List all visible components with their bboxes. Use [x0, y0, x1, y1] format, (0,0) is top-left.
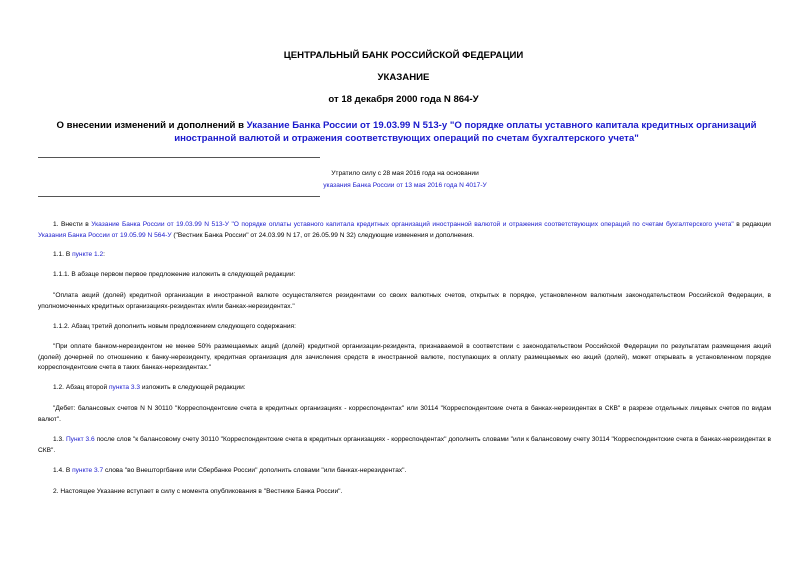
paragraph-1-4: [38, 466, 771, 477]
status-text: Утратило силу с 28 мая 2016 года на основании: [331, 170, 479, 177]
p9-link-item-3-6[interactable]: Пункт 3.6: [65, 436, 95, 443]
p1-text-b: в редакции: [733, 221, 771, 228]
paragraph-1-1: [38, 250, 771, 261]
subject-prefix: О внесении изменений и дополнений в: [56, 120, 247, 131]
separator-bottom: [38, 196, 320, 197]
p10-text-b: слова "во Внешторгбанке или Сбербанке России" дополнить словами "или банках-нерезидентах".: [103, 467, 407, 474]
issuer-heading: ЦЕНТРАЛЬНЫЙ БАНК РОССИЙСКОЙ ФЕДЕРАЦИИ: [283, 50, 524, 61]
document-subject: [40, 119, 773, 145]
paragraph-2: 2. Настоящее Указание вступает в силу с момента опубликования в "Вестнике Банка России".: [53, 488, 343, 495]
paragraph-1: [38, 220, 771, 241]
separator-top: [38, 157, 320, 158]
p9-text-b: после слов "к балансовому счету 30110 "Корреспондентские счета в кредитных организациях - корреспондентах" дополнить словами "или к балансовому счету 30114 "Корреспондентские счета в банках-нерезидентах в СКВ".: [38, 436, 771, 454]
p2-text-a: 1.1. В: [53, 251, 73, 258]
p10-link-item-3-7[interactable]: пункте 3.7: [72, 467, 104, 474]
document-type-heading: УКАЗАНИЕ: [377, 72, 430, 83]
p1-text-a: 1. Внести в: [53, 221, 92, 228]
p1-link-ukazanie-564[interactable]: Указания Банка России от 19.05.99 N 564-У: [38, 231, 172, 239]
p7-link-item-3-3[interactable]: пункта 3.3: [108, 384, 141, 391]
paragraph-quote-2: "При оплате банком-нерезидентом не менее 50% размещаемых акций (долей) кредитной организации-резидента, признаваемой в соответствии с законодательством Российской Федерации по результатам размещения акций (долей) дочерней по отношению к банку-нерезиденту, кредитная организация для зачисления средств в иностранной валюте, поступающих в оплату размещаемых ею акций (долей), может открывать в установленном порядке корреспондентские счета в таких банках-нерезидентах.": [38, 343, 771, 372]
status-link[interactable]: указания Банка России от 13 мая 2016 года N 4017-У: [323, 182, 487, 189]
p2-text-b: :: [103, 251, 105, 258]
document-date-heading: от 18 декабря 2000 года N 864-У: [328, 94, 479, 105]
p9-text-a: 1.3.: [53, 436, 66, 443]
p2-link-item-1-2[interactable]: пункте 1.2: [72, 251, 104, 258]
p1-link-ukazanie-513[interactable]: Указание Банка России от 19.03.99 N 513-У "О порядке оплаты уставного капитала кредитных организаций иностранной валютой и отражения соответствующих операций по счетам бухгалтерского учета": [91, 221, 734, 228]
paragraph-quote-1: "Оплата акций (долей) кредитной организации в иностранной валюте осуществляется резидентами со своих валютных счетов, открытых в порядке, установленном валютным законодательством Российской Федерации, в уполномоченных кредитных организациях-резидентах и/или банках-нерезидентах.": [38, 292, 771, 310]
paragraph-1-3: [38, 435, 771, 456]
paragraph-quote-3: "Дебет: балансовых счетов N N 30110 "Корреспондентские счета в кредитных организациях - корреспондентах" или 30114 "Корреспондентские счета в банках-нерезидентах в СКВ" в разрезе отдельных лицевых счетов по видам валют".: [38, 405, 771, 423]
p7-text-a: 1.2. Абзац второй: [53, 384, 109, 391]
subject-link[interactable]: Указание Банка России от 19.03.99 N 513-у "О порядке оплаты уставного капитала кредитных организаций иностранной валютой и отражения соответствующих операций по счетам бухгалтерского учета": [174, 120, 757, 144]
p1-text-c: ("Вестник Банка России" от 24.03.99 N 17, от 26.05.99 N 32) следующие изменения и дополнения.: [171, 231, 474, 239]
p7-text-b: изложить в следующей редакции:: [140, 384, 246, 391]
paragraph-1-1-2: 1.1.2. Абзац третий дополнить новым предложением следующего содержания:: [53, 323, 296, 330]
status-note: [300, 168, 510, 192]
p10-text-a: 1.4. В: [53, 467, 73, 474]
paragraph-1-1-1: 1.1.1. В абзаце первом первое предложение изложить в следующей редакции:: [53, 271, 296, 278]
paragraph-1-2: [38, 383, 771, 394]
